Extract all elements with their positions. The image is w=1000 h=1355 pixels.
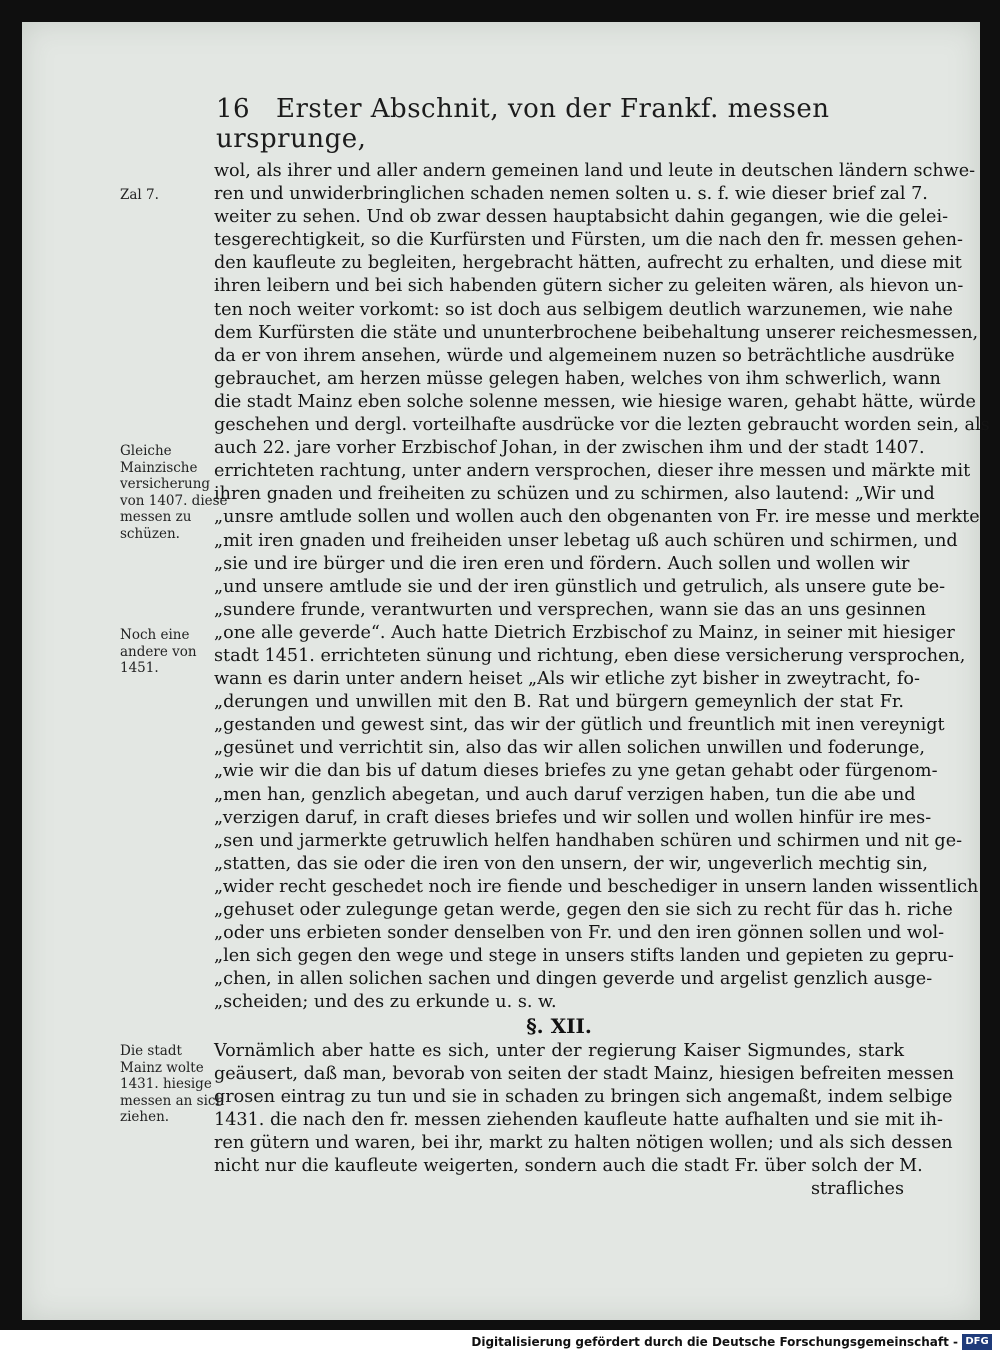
- text-line: ten noch weiter vorkomt: so ist doch aus selbigem deutlich warzunemen, wie nahe: [214, 299, 953, 320]
- text-block-2: [214, 1040, 954, 1179]
- text-line: „derungen und unwillen mit den B. Rat und bürgern gemeynlich der stat Fr.: [214, 692, 904, 713]
- funding-notice: Digitalisierung gefördert durch die Deutsche Forschungsgemeinschaft -: [471, 1335, 958, 1349]
- text-line: gebrauchet, am herzen müsse gelegen haben, welches von ihm schwerlich, wann: [214, 368, 941, 389]
- text-line: „statten, das sie oder die iren von den unsern, der wir, ungeverlich mechtig sin,: [214, 853, 928, 874]
- margin-note-1451: Noch eine andere von 1451.: [120, 627, 197, 676]
- text-line: ihren leibern und bei sich habenden gütern sicher zu geleiten wären, als hievon un-: [214, 276, 964, 297]
- text-line: weiter zu sehen. Und ob zwar dessen hauptabsicht dahin gegangen, wie die gelei-: [214, 207, 949, 228]
- text-line: „len sich gegen den wege und stege in unsers stifts landen und gepieten zu gepru-: [214, 946, 954, 967]
- text-line: 1431. die nach den fr. messen ziehenden kaufleute hatte aufhalten und sie mit ih-: [214, 1110, 943, 1131]
- margin-note-1407: Gleiche Mainzische versicherung von 1407. diese messen zu schüzen.: [120, 443, 228, 542]
- text-line: „gehuset oder zulegunge getan werde, gegen den sie sich zu recht für das h. riche: [214, 900, 953, 920]
- text-line: „chen, in allen solichen sachen und dingen geverde und argelist genzlich ausge-: [214, 969, 933, 990]
- text-line: grosen eintrag zu tun und sie in schaden zu bringen sich angemaßt, indem selbige: [214, 1087, 953, 1108]
- text-line: Vornämlich aber hatte es sich, unter der regierung Kaiser Sigmundes, stark: [214, 1041, 904, 1061]
- text-line: „wie wir die dan bis uf datum dieses briefes zu yne getan gehabt oder fürgenom-: [214, 761, 938, 782]
- text-line: tesgerechtigkeit, so die Kurfürsten und Fürsten, um die nach den fr. messen gehen-: [214, 230, 963, 251]
- text-line: „sie und ire bürger und die iren eren und fördern. Auch sollen und wollen wir: [214, 553, 910, 574]
- text-line: ren und unwiderbringlichen schaden nemen solten u. s. f. wie dieser brief zal 7.: [214, 184, 928, 205]
- text-line: „und unsere amtlude sie und der iren günstlich und getrulich, als unsere gute be-: [214, 576, 946, 597]
- text-line: die stadt Mainz eben solche solenne messen, wie hiesige waren, gehabt hätte, würde: [214, 391, 976, 412]
- text-line: „sen und jarmerkte getruwlich helfen handhaben schüren und schirmen und nit ge-: [214, 830, 963, 851]
- running-title: Erster Abschnit, von der Frankf. messen ursprunge,: [216, 94, 830, 154]
- text-line: errichteten rachtung, unter andern versprochen, dieser ihre messen und märkte mit: [214, 461, 971, 482]
- text-line: ihren gnaden und freiheiten zu schüzen und zu schirmen, also lautend: „Wir und: [214, 484, 935, 505]
- text-line: den kaufleute zu begleiten, hergebracht hätten, aufrecht zu erhalten, und diese mit: [214, 253, 962, 274]
- text-line: „gesünet und verrichtit sin, also das wir allen solichen unwillen und foderunge,: [214, 738, 926, 759]
- text-line: „wider recht geschedet noch ire fiende und beschediger in unsern landen wissentlich: [214, 876, 979, 897]
- text-line: „verzigen daruf, in craft dieses briefes und wir sollen und wollen hinfür ire mes-: [214, 807, 932, 828]
- text-line: „one alle geverde“. Auch hatte Dietrich Erzbischof zu Mainz, in seiner mit hiesiger: [214, 622, 955, 643]
- text-line: dem Kurfürsten die stäte und ununterbrochene beibehaltung unserer reichesmessen,: [214, 322, 979, 343]
- text-line: stadt 1451. errichteten sünung und richtung, eben diese versicherung versprochen,: [214, 645, 966, 666]
- text-line: ren gütern und waren, bei ihr, markt zu halten nötigen wollen; und als sich dessen: [214, 1133, 953, 1154]
- text-line: wann es darin unter andern heiset „Als wir etliche zyt bisher in zweytracht, fo-: [214, 669, 920, 690]
- catchword: strafliches: [811, 1179, 904, 1199]
- text-line: „sundere frunde, verantwurten und versprechen, wann sie das an uns gesinnen: [214, 599, 926, 620]
- text-line: da er von ihrem ansehen, würde und algemeinem nuzen so beträchtliche ausdrüke: [214, 345, 955, 366]
- margin-note-1431: Die stadt Mainz wolte 1431. hiesige messen an sich ziehen.: [120, 1043, 225, 1125]
- text-line: „men han, genzlich abegetan, und auch daruf verzigen haben, tun die abe und: [214, 784, 916, 805]
- text-line: auch 22. jare vorher Erzbischof Johan, in der zwischen ihm und der stadt 1407.: [214, 438, 925, 459]
- page-number: 16: [216, 94, 251, 124]
- text-line: „oder uns erbieten sonder denselben von Fr. und den iren gönnen sollen und wol-: [214, 923, 945, 944]
- text-line: geäusert, daß man, bevorab von seiten der stadt Mainz, hiesigen befreiten messen: [214, 1064, 954, 1085]
- text-line: wol, als ihrer und aller andern gemeinen land und leute in deutschen ländern schwe-: [214, 161, 976, 181]
- text-line: „scheiden; und des zu erkunde u. s. w.: [214, 992, 557, 1013]
- footer-bar: [0, 1330, 1000, 1355]
- text-block-1: [214, 160, 990, 1014]
- margin-note-zal: Zal 7.: [120, 187, 159, 203]
- text-line: geschehen und dergl. vorteilhafte ausdrücke vor die lezten gebraucht worden sein, als: [214, 415, 990, 436]
- text-line: nicht nur die kaufleute weigerten, sondern auch die stadt Fr. über solch der M.: [214, 1156, 923, 1177]
- text-line: „mit iren gnaden und freiheiden unser lebetag uß auch schüren und schirmen, und: [214, 530, 958, 551]
- dfg-logo-icon: DFG: [962, 1334, 992, 1350]
- page-header: [216, 94, 916, 154]
- text-line: „gestanden und gewest sint, das wir der gütlich und freuntlich mit inen vereynigt: [214, 715, 945, 736]
- text-line: „unsre amtlude sollen und wollen auch den obgenanten von Fr. ire messe und merkte: [214, 507, 980, 528]
- section-heading: §. XII.: [526, 1014, 592, 1038]
- catchword-row: [214, 1178, 904, 1201]
